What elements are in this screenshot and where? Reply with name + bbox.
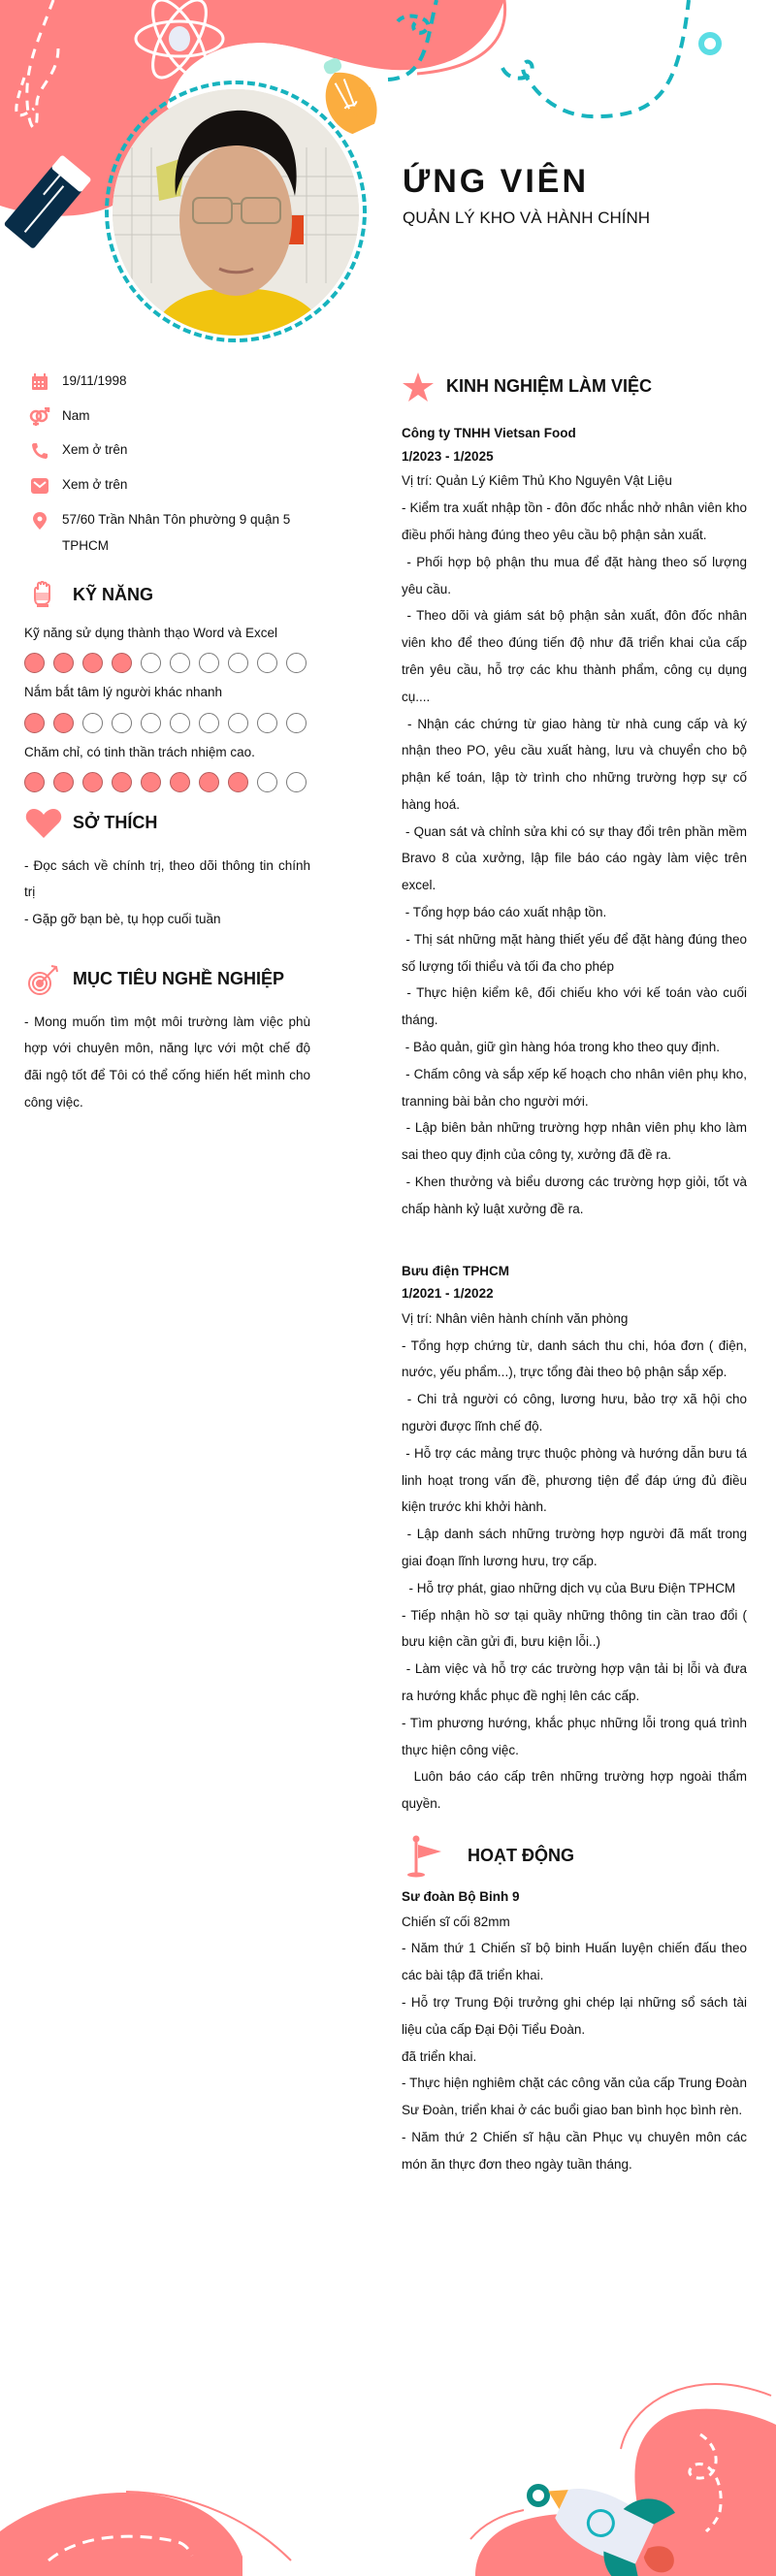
experience-heading [402, 369, 747, 404]
experience-title: KINH NGHIỆM LÀM VIỆC [446, 376, 653, 396]
skill-item [24, 683, 310, 732]
activity-line: đã triển khai. [402, 2048, 477, 2064]
objective-heading [24, 962, 310, 997]
rating-dot-empty [170, 653, 190, 673]
rating-dot-filled [170, 772, 190, 792]
email-icon [29, 476, 50, 496]
job-duty: - Chấm công và sắp xếp kế hoạch cho nhân viên phụ kho, tranning bài bản cho người mới. [402, 1066, 751, 1109]
rating-dot-filled [112, 653, 132, 673]
job-duty: - Tổng hợp chứng từ, danh sách thu chi, hóa đơn ( điện, nước, yếu phẩm...), trực tổng đài theo bộ phận sắp xếp. [402, 1337, 751, 1380]
contact-dob [24, 372, 310, 395]
hand-icon [24, 577, 63, 612]
rating-dot-filled [112, 772, 132, 792]
skill-label: Chăm chỉ, có tinh thần trách nhiệm cao. [24, 744, 255, 759]
hobby-line: - Gặp gỡ bạn bè, tụ họp cuối tuần [24, 912, 221, 927]
ring-icon [701, 35, 719, 52]
rating-dot-empty [257, 653, 277, 673]
job-duty: - Bảo quản, giữ gìn hàng hóa trong kho theo quy định. [402, 1040, 721, 1055]
skill-label: Nắm bắt tâm lý người khác nhanh [24, 685, 222, 700]
rating-dot-filled [53, 653, 74, 673]
rating-dot-empty [286, 713, 307, 733]
objective-title: MỤC TIÊU NGHỀ NGHIỆP [73, 969, 285, 989]
contact-value: Xem ở trên [62, 477, 128, 493]
activity-line: - Thực hiện nghiêm chặt các công văn của cấp Trung Đoàn Sư Đoàn, triển khai ở các buổi giao ban bình học bình rèn. [402, 2076, 751, 2118]
rating-dot-filled [53, 713, 74, 733]
skill-rating [24, 772, 310, 792]
activity-line: - Năm thứ 1 Chiến sĩ bộ binh Huấn luyện chiến đấu theo các bài tập đã triển khai. [402, 1941, 751, 1983]
rating-dot-filled [199, 772, 219, 792]
job-duty: - Khen thưởng và biểu dương các trường hợp giỏi, tốt và chấp hành kỷ luật xưởng đề ra. [402, 1175, 751, 1216]
job-duty: - Theo dõi và giám sát bộ phận sản xuất, đôn đốc nhân viên kho để theo đúng tiến độ như đã triển khai của cấp trên yêu cầu, hỗ trợ các khu thành phẩm, công cụ dụng cụ.... [402, 608, 751, 704]
contact-phone [24, 441, 310, 464]
activity-line: - Năm thứ 2 Chiến sĩ hậu cần Phục vụ chuyên môn các món ăn thực đơn theo ngày tuần tháng. [402, 2130, 751, 2172]
skills-heading [24, 577, 310, 612]
rating-dot-filled [82, 772, 103, 792]
target-icon [24, 962, 63, 997]
contact-value: 19/11/1998 [62, 373, 127, 388]
activity-org: Sư đoàn Bộ Binh 9 [402, 1889, 520, 1905]
skill-item [24, 743, 310, 792]
rating-dot-empty [199, 713, 219, 733]
ring-icon [530, 2487, 547, 2504]
job-position: Vị trí: Nhân viên hành chính văn phòng [402, 1310, 629, 1326]
job-duty: - Lập danh sách những trường hợp người đã mất trong giai đoạn lĩnh lương hưu, trợ cấp. [402, 1527, 751, 1569]
right-column [402, 369, 751, 2178]
rating-dot-empty [141, 653, 161, 673]
job-duty: - Hỗ trợ phát, giao những dịch vụ của Bưu Điện TPHCM [402, 1580, 736, 1595]
avatar [113, 89, 359, 336]
rating-dot-empty [257, 772, 277, 792]
contact-value: 57/60 Trần Nhân Tôn phường 9 quận 5 TPHCM [62, 511, 291, 554]
job-duty: - Thị sát những mặt hàng thiết yếu để đặt hàng đúng theo số lượng tối thiểu và tối đa cho phép [402, 931, 751, 974]
hobbies-heading [24, 806, 310, 841]
contact-email [24, 476, 310, 499]
gender-icon [29, 407, 50, 427]
contact-gender [24, 407, 310, 430]
job-period: 1/2023 - 1/2025 [402, 448, 494, 464]
rating-dot-filled [53, 772, 74, 792]
candidate-name: ỨNG VIÊN [403, 163, 590, 200]
contact-address [24, 511, 310, 560]
job-company: Công ty TNHH Vietsan Food [402, 426, 576, 441]
phone-icon [29, 441, 50, 461]
rating-dot-empty [82, 713, 103, 733]
rating-dot-filled [141, 772, 161, 792]
activities-title: HOẠT ĐỘNG [468, 1846, 574, 1866]
rating-dot-empty [228, 653, 248, 673]
rating-dot-empty [170, 713, 190, 733]
rating-dot-filled [24, 653, 45, 673]
skill-label: Kỹ năng sử dụng thành thạo Word và Excel [24, 626, 277, 641]
avatar-photo [113, 89, 359, 336]
job-duty: - Làm việc và hỗ trợ các trường hợp vận tải bị lỗi và đưa ra hướng khắc phục đề nghị lên các cấp. [402, 1661, 751, 1704]
rating-dot-empty [112, 713, 132, 733]
hobbies-title: SỞ THÍCH [73, 813, 158, 833]
activities-heading [402, 1835, 747, 1878]
job-duty: - Lập biên bản những trường hợp nhân viên phụ kho làm sai theo quy định của công ty, xưởng đã đề ra. [402, 1120, 751, 1163]
candidate-role: QUẢN LÝ KHO VÀ HÀNH CHÍNH [403, 209, 651, 227]
activity-line: - Hỗ trợ Trung Đội trưởng ghi chép lại những sổ sách tài liệu của cấp Đại Đội Tiểu Đoàn. [402, 1995, 751, 2037]
job-duty: - Kiểm tra xuất nhập tồn - đôn đốc nhắc nhở nhân viên kho điều phối hàng đúng theo yêu cầu bộ phận sản xuất. [402, 500, 751, 542]
job-entry [402, 422, 751, 1223]
rating-dot-filled [228, 772, 248, 792]
location-icon [29, 511, 50, 531]
skill-rating [24, 713, 310, 733]
rating-dot-empty [257, 713, 277, 733]
rating-dot-empty [286, 772, 307, 792]
rating-dot-empty [141, 713, 161, 733]
skills-title: KỸ NĂNG [73, 584, 154, 604]
flag-icon [402, 1835, 450, 1878]
rating-dot-empty [228, 713, 248, 733]
rating-dot-empty [199, 653, 219, 673]
job-duty: - Nhận các chứng từ giao hàng từ nhà cung cấp và ký nhận theo PO, yêu cầu xuất hàng, lưu và chuyển cho bộ phận kế toán, lập tờ trình cho những trường hợp sự cố hàng hoá. [402, 716, 751, 812]
job-company: Bưu điện TPHCM [402, 1263, 510, 1278]
skill-item [24, 624, 310, 673]
contact-value: Xem ở trên [62, 442, 128, 458]
job-entry [402, 1260, 751, 1818]
left-column [24, 372, 310, 1115]
footer-decoration [0, 2357, 776, 2576]
contact-value: Nam [62, 407, 90, 423]
objective-text: - Mong muốn tìm một môi trường làm việc phù hợp với chuyên môn, năng lực với một chế độ đãi ngộ tốt để Tôi có thể cống hiến hết mình cho công việc. [24, 1014, 310, 1110]
job-period: 1/2021 - 1/2022 [402, 1286, 494, 1302]
job-duty: - Thực hiện kiểm kê, đối chiếu kho với kế toán vào cuối tháng. [402, 985, 751, 1028]
job-duty: - Tổng hợp báo cáo xuất nhập tồn. [402, 905, 607, 920]
hobby-line: - Đọc sách về chính trị, theo dõi thông tin chính trị [24, 857, 310, 900]
rating-dot-filled [24, 713, 45, 733]
job-position: Vị trí: Quản Lý Kiêm Thủ Kho Nguyên Vật Liệu [402, 473, 672, 489]
job-duty: - Tiếp nhận hồ sơ tại quầy những thông tin cần trao đổi ( bưu kiện cần gửi đi, bưu kiện lỗi..) [402, 1607, 751, 1650]
job-duty: - Chi trả người có công, lương hưu, bảo trợ xã hội cho người được lĩnh chế độ. [402, 1392, 751, 1434]
job-duty: - Quan sát và chỉnh sửa khi có sự thay đổi trên phần mềm Bravo 8 của xưởng, lập file báo cáo ngày làm việc trên excel. [402, 823, 751, 893]
calendar-icon [29, 372, 50, 392]
heart-icon [24, 806, 63, 841]
star-icon [402, 370, 435, 404]
rating-dot-filled [24, 772, 45, 792]
rating-dot-filled [82, 653, 103, 673]
job-duty: - Tìm phương hướng, khắc phục những lỗi trong quá trình thực hiện công việc. [402, 1715, 751, 1757]
job-duty: Luôn báo cáo cấp trên những trường hợp ngoài thẩm quyền. [402, 1769, 751, 1812]
rating-dot-empty [286, 653, 307, 673]
job-duty: - Hỗ trợ các mảng trực thuộc phòng và hướng dẫn bưu tá linh hoạt trong vấn đề, phương tiện để đáp ứng đủ điều kiện trước khi khởi hành. [402, 1445, 751, 1515]
job-duty: - Phối hợp bộ phận thu mua để đặt hàng theo số lượng yêu cầu. [402, 554, 751, 596]
activity-position: Chiến sĩ cối 82mm [402, 1914, 510, 1929]
skill-rating [24, 653, 310, 673]
